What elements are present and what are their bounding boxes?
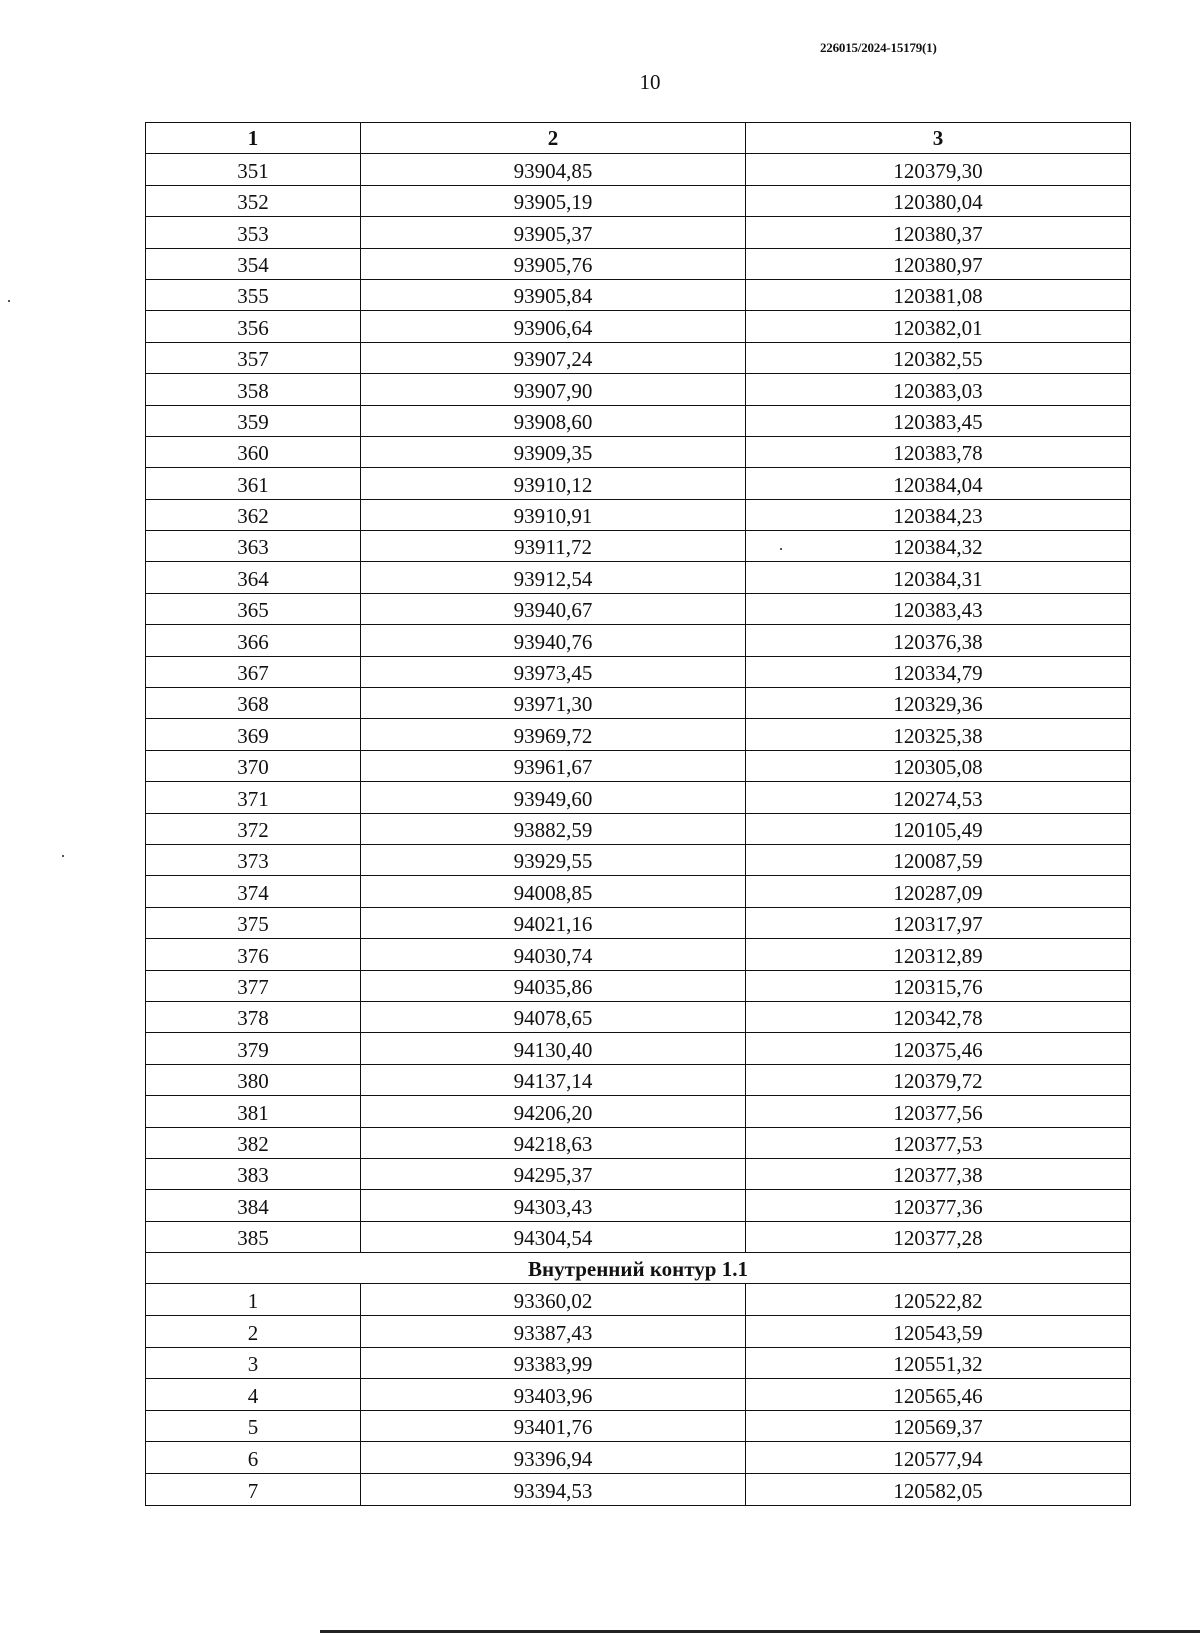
cell-x: 93401,76 — [361, 1410, 746, 1442]
table-row — [146, 1379, 1131, 1411]
cell-point: 370 — [146, 750, 361, 781]
cell-y: 120383,45 — [746, 405, 1131, 436]
cell-x: 93973,45 — [361, 656, 746, 687]
cell-y: 120380,04 — [746, 185, 1131, 216]
cell-x: 93907,90 — [361, 374, 746, 405]
cell-y: 120087,59 — [746, 844, 1131, 875]
cell-point: 379 — [146, 1033, 361, 1064]
cell-point: 351 — [146, 154, 361, 185]
cell-point: 3 — [146, 1347, 361, 1379]
cell-y: 120317,97 — [746, 907, 1131, 938]
cell-point: 372 — [146, 813, 361, 844]
cell-point: 353 — [146, 217, 361, 248]
cell-y: 120274,53 — [746, 782, 1131, 813]
cell-x: 93912,54 — [361, 562, 746, 593]
cell-x: 93940,67 — [361, 593, 746, 624]
cell-x: 93403,96 — [361, 1379, 746, 1411]
cell-point: 354 — [146, 248, 361, 279]
cell-point: 369 — [146, 719, 361, 750]
table-row — [146, 1221, 1131, 1252]
page-number: 10 — [639, 70, 661, 94]
cell-point: 373 — [146, 844, 361, 875]
table-row — [146, 876, 1131, 907]
cell-y: 120380,37 — [746, 217, 1131, 248]
column-header-x: 2 — [361, 123, 746, 154]
cell-x: 93911,72 — [361, 531, 746, 562]
cell-y: 120382,01 — [746, 311, 1131, 342]
cell-point: 385 — [146, 1221, 361, 1252]
cell-x: 93905,76 — [361, 248, 746, 279]
cell-x: 93904,85 — [361, 154, 746, 185]
table-row — [146, 1158, 1131, 1189]
cell-x: 94030,74 — [361, 939, 746, 970]
cell-x: 94008,85 — [361, 876, 746, 907]
cell-point: 352 — [146, 185, 361, 216]
cell-y: 120377,38 — [746, 1158, 1131, 1189]
cell-y: 120375,46 — [746, 1033, 1131, 1064]
table-row — [146, 1442, 1131, 1474]
cell-y: 120377,56 — [746, 1096, 1131, 1127]
cell-point: 378 — [146, 1001, 361, 1032]
cell-x: 93908,60 — [361, 405, 746, 436]
cell-y: 120384,04 — [746, 468, 1131, 499]
cell-point: 359 — [146, 405, 361, 436]
cell-point: 375 — [146, 907, 361, 938]
cell-x: 93910,91 — [361, 499, 746, 530]
cell-point: 364 — [146, 562, 361, 593]
table-row — [146, 1410, 1131, 1442]
cell-point: 371 — [146, 782, 361, 813]
cell-point: 7 — [146, 1474, 361, 1506]
table-header-row — [146, 123, 1131, 154]
cell-point: 361 — [146, 468, 361, 499]
cell-point: 362 — [146, 499, 361, 530]
cell-y: 120325,38 — [746, 719, 1131, 750]
cell-x: 93949,60 — [361, 782, 746, 813]
table-row — [146, 813, 1131, 844]
table-row — [146, 719, 1131, 750]
cell-x: 94206,20 — [361, 1096, 746, 1127]
table-row — [146, 405, 1131, 436]
cell-x: 93910,12 — [361, 468, 746, 499]
cell-y: 120312,89 — [746, 939, 1131, 970]
cell-y: 120565,46 — [746, 1379, 1131, 1411]
cell-x: 93961,67 — [361, 750, 746, 781]
cell-point: 381 — [146, 1096, 361, 1127]
table-row — [146, 782, 1131, 813]
table-row — [146, 1001, 1131, 1032]
section-header-row — [146, 1253, 1131, 1284]
cell-y: 120377,53 — [746, 1127, 1131, 1158]
table-row — [146, 656, 1131, 687]
cell-point: 380 — [146, 1064, 361, 1095]
table-row — [146, 562, 1131, 593]
cell-y: 120315,76 — [746, 970, 1131, 1001]
cell-x: 94303,43 — [361, 1190, 746, 1221]
cell-x: 93905,84 — [361, 279, 746, 310]
coordinates-table-container — [145, 122, 1130, 1506]
table-row — [146, 1033, 1131, 1064]
table-row — [146, 844, 1131, 875]
cell-point: 374 — [146, 876, 361, 907]
cell-point: 4 — [146, 1379, 361, 1411]
cell-point: 358 — [146, 374, 361, 405]
scan-speck — [8, 300, 10, 302]
table-row — [146, 939, 1131, 970]
cell-point: 363 — [146, 531, 361, 562]
table-row — [146, 436, 1131, 467]
cell-point: 383 — [146, 1158, 361, 1189]
cell-x: 94295,37 — [361, 1158, 746, 1189]
cell-point: 357 — [146, 342, 361, 373]
table-row — [146, 1064, 1131, 1095]
table-row — [146, 1127, 1131, 1158]
table-row — [146, 970, 1131, 1001]
cell-x: 94304,54 — [361, 1221, 746, 1252]
table-row — [146, 1474, 1131, 1506]
table-row — [146, 1347, 1131, 1379]
cell-point: 377 — [146, 970, 361, 1001]
cell-y: 120384,31 — [746, 562, 1131, 593]
table-row — [146, 1316, 1131, 1348]
cell-y: 120379,30 — [746, 154, 1131, 185]
cell-point: 5 — [146, 1410, 361, 1442]
document-id: 226015/2024-15179(1) — [820, 40, 937, 55]
cell-point: 366 — [146, 625, 361, 656]
cell-x: 94137,14 — [361, 1064, 746, 1095]
cell-x: 93387,43 — [361, 1316, 746, 1348]
cell-point: 355 — [146, 279, 361, 310]
table-row — [146, 593, 1131, 624]
table-row — [146, 1190, 1131, 1221]
cell-y: 120377,28 — [746, 1221, 1131, 1252]
section-block — [146, 1253, 1131, 1284]
table-row — [146, 499, 1131, 530]
cell-x: 93394,53 — [361, 1474, 746, 1506]
cell-y: 120577,94 — [746, 1442, 1131, 1474]
cell-point: 365 — [146, 593, 361, 624]
cell-y: 120334,79 — [746, 656, 1131, 687]
cell-y: 120380,97 — [746, 248, 1131, 279]
cell-y: 120342,78 — [746, 1001, 1131, 1032]
cell-y: 120383,78 — [746, 436, 1131, 467]
table-row — [146, 248, 1131, 279]
cell-point: 356 — [146, 311, 361, 342]
cell-x: 93396,94 — [361, 1442, 746, 1474]
cell-y: 120376,38 — [746, 625, 1131, 656]
cell-x: 93907,24 — [361, 342, 746, 373]
cell-x: 94035,86 — [361, 970, 746, 1001]
cell-x: 93383,99 — [361, 1347, 746, 1379]
cell-x: 93360,02 — [361, 1284, 746, 1316]
cell-y: 120305,08 — [746, 750, 1131, 781]
cell-point: 368 — [146, 688, 361, 719]
cell-x: 94078,65 — [361, 1001, 746, 1032]
scan-speck — [780, 548, 782, 550]
table-row — [146, 154, 1131, 185]
column-header-y: 3 — [746, 123, 1131, 154]
cell-point: 384 — [146, 1190, 361, 1221]
cell-y: 120569,37 — [746, 1410, 1131, 1442]
section-table-body — [146, 1284, 1131, 1505]
table-row — [146, 468, 1131, 499]
cell-point: 1 — [146, 1284, 361, 1316]
cell-x: 94021,16 — [361, 907, 746, 938]
cell-y: 120381,08 — [746, 279, 1131, 310]
cell-y: 120582,05 — [746, 1474, 1131, 1506]
cell-point: 382 — [146, 1127, 361, 1158]
cell-y: 120382,55 — [746, 342, 1131, 373]
coordinates-table — [145, 122, 1131, 1506]
section-title: Внутренний контур 1.1 — [146, 1253, 1131, 1284]
cell-x: 93909,35 — [361, 436, 746, 467]
cell-x: 93969,72 — [361, 719, 746, 750]
cell-x: 94218,63 — [361, 1127, 746, 1158]
cell-y: 120551,32 — [746, 1347, 1131, 1379]
cell-y: 120383,43 — [746, 593, 1131, 624]
scan-speck — [62, 855, 64, 857]
table-row — [146, 688, 1131, 719]
cell-y: 120379,72 — [746, 1064, 1131, 1095]
column-header-point: 1 — [146, 123, 361, 154]
cell-y: 120329,36 — [746, 688, 1131, 719]
cell-y: 120384,32 — [746, 531, 1131, 562]
cell-point: 360 — [146, 436, 361, 467]
table-row — [146, 342, 1131, 373]
table-body — [146, 154, 1131, 1253]
table-row — [146, 625, 1131, 656]
cell-y: 120377,36 — [746, 1190, 1131, 1221]
cell-point: 2 — [146, 1316, 361, 1348]
cell-y: 120384,23 — [746, 499, 1131, 530]
table-row — [146, 750, 1131, 781]
cell-y: 120287,09 — [746, 876, 1131, 907]
cell-x: 94130,40 — [361, 1033, 746, 1064]
cell-y: 120105,49 — [746, 813, 1131, 844]
table-row — [146, 1284, 1131, 1316]
cell-y: 120522,82 — [746, 1284, 1131, 1316]
cell-point: 367 — [146, 656, 361, 687]
cell-y: 120383,03 — [746, 374, 1131, 405]
cell-x: 93882,59 — [361, 813, 746, 844]
cell-x: 93940,76 — [361, 625, 746, 656]
table-row — [146, 531, 1131, 562]
cell-x: 93905,37 — [361, 217, 746, 248]
cell-x: 93971,30 — [361, 688, 746, 719]
cell-x: 93906,64 — [361, 311, 746, 342]
cell-y: 120543,59 — [746, 1316, 1131, 1348]
cell-x: 93905,19 — [361, 185, 746, 216]
table-row — [146, 311, 1131, 342]
cell-x: 93929,55 — [361, 844, 746, 875]
table-row — [146, 1096, 1131, 1127]
cell-point: 6 — [146, 1442, 361, 1474]
table-row — [146, 374, 1131, 405]
table-row — [146, 279, 1131, 310]
table-row — [146, 907, 1131, 938]
table-row — [146, 217, 1131, 248]
cell-point: 376 — [146, 939, 361, 970]
bottom-edge-rule — [320, 1630, 1200, 1633]
table-row — [146, 185, 1131, 216]
